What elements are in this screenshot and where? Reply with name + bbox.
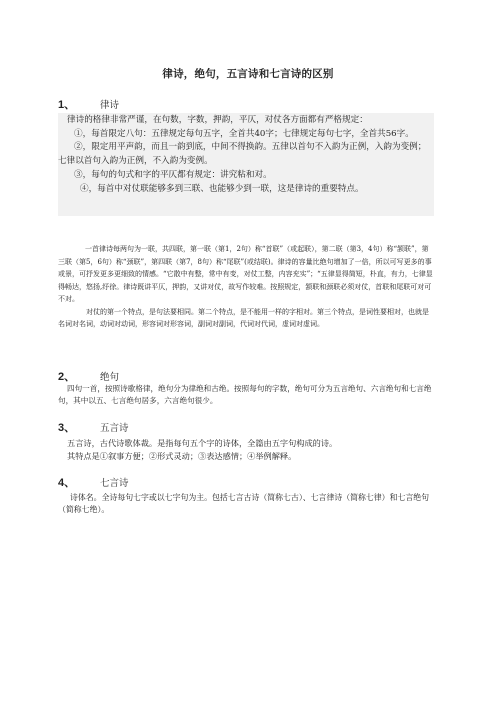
section-1-notes (58, 243, 434, 331)
section-heading-1 (58, 96, 119, 112)
section-name: 七言诗 (100, 478, 129, 489)
section-number: 1、 (58, 99, 76, 111)
paragraph: 律诗的格律非常严谨，在句数，字数，押韵，平仄，对仗各方面都有严格规定： (67, 115, 368, 125)
paragraph: ④，每首中对仗联能够多到三联、也能够少到一联，这是律诗的重要特点。 (80, 183, 364, 194)
paragraph: ③，每句的句式和字的平仄都有规定：讲究粘和对。 (74, 169, 272, 180)
section-4-body (58, 492, 434, 517)
section-heading-4 (58, 474, 129, 490)
section-number: 3、 (58, 422, 76, 434)
paragraph: 五言诗，古代诗歌体裁。是指每句五个字的诗体，全篇由五字句构成的诗。 (67, 438, 338, 448)
section-heading-2 (58, 368, 119, 384)
paragraph: 其特点是①叙事方便；②形式灵动；③表达感情；④举例解释。 (67, 451, 297, 462)
document-title: 律诗，绝句，五言诗和七言诗的区别 (162, 68, 334, 80)
section-number: 2、 (58, 371, 76, 383)
section-2-body (58, 383, 434, 407)
section-name: 五言诗 (100, 423, 129, 434)
section-name: 律诗 (100, 100, 120, 111)
paragraph: 一首律诗每两句为一联，共四联，第一联（第1，2句）称“首联”（或起联），第二联（第3，4句）称“颔联”，第三联（第5，6句）称“颈联”，第四联（第7，8句）称“尾联”(或结联)。律诗的容量比绝句增加了一倍，所以可写更多的事或景，可抒发更多更细致的情感。“它散中有整，常中有变，对仗工整，内容充实”；“五律显得简短，朴直，有力，七律显得畅达，悠扬,纾徐。律诗既讲平仄，押韵，又讲对仗，故写作较难。按照规定，颔联和颈联必须对仗，首联和尾联可对可不对。 (58, 245, 433, 303)
section-3-body (58, 437, 434, 464)
section-name: 绝句 (100, 372, 120, 383)
paragraph: ①，每首限定八句：五律规定每句五字，全首共40字；七律规定每句七字，全首共56字。 (74, 128, 414, 139)
paragraph: 诗体名。全诗每句七字或以七字句为主。包括七言古诗（简称七古）、七言律诗（简称七律）和七言绝句（简称七绝）。 (58, 493, 430, 515)
section-heading-3 (58, 419, 129, 435)
section-number: 4、 (58, 477, 76, 489)
paragraph: 对仗的第一个特点，是句法要相同。第二个特点，是不能用一样的字相对。第三个特点，是词性要相对，也就是名词对名词，动词对动词，形容词对形容词，副词对副词，代词对代词，虚词对虚词。 (58, 307, 429, 328)
paragraph: ②，限定用平声韵，而且一韵到底，中间不得换韵。五律以首句不入韵为正例，入韵为变例；七律以首句入韵为正例，不入韵为变例。 (58, 142, 427, 167)
paragraph: 四句一首，按照诗歌格律，绝句分为律绝和古绝。按照每句的字数，绝句可分为五言绝句、六言绝句和七言绝句，其中以五、七言绝句居多，六言绝句很少。 (58, 384, 432, 406)
section-1-rules (58, 114, 434, 196)
